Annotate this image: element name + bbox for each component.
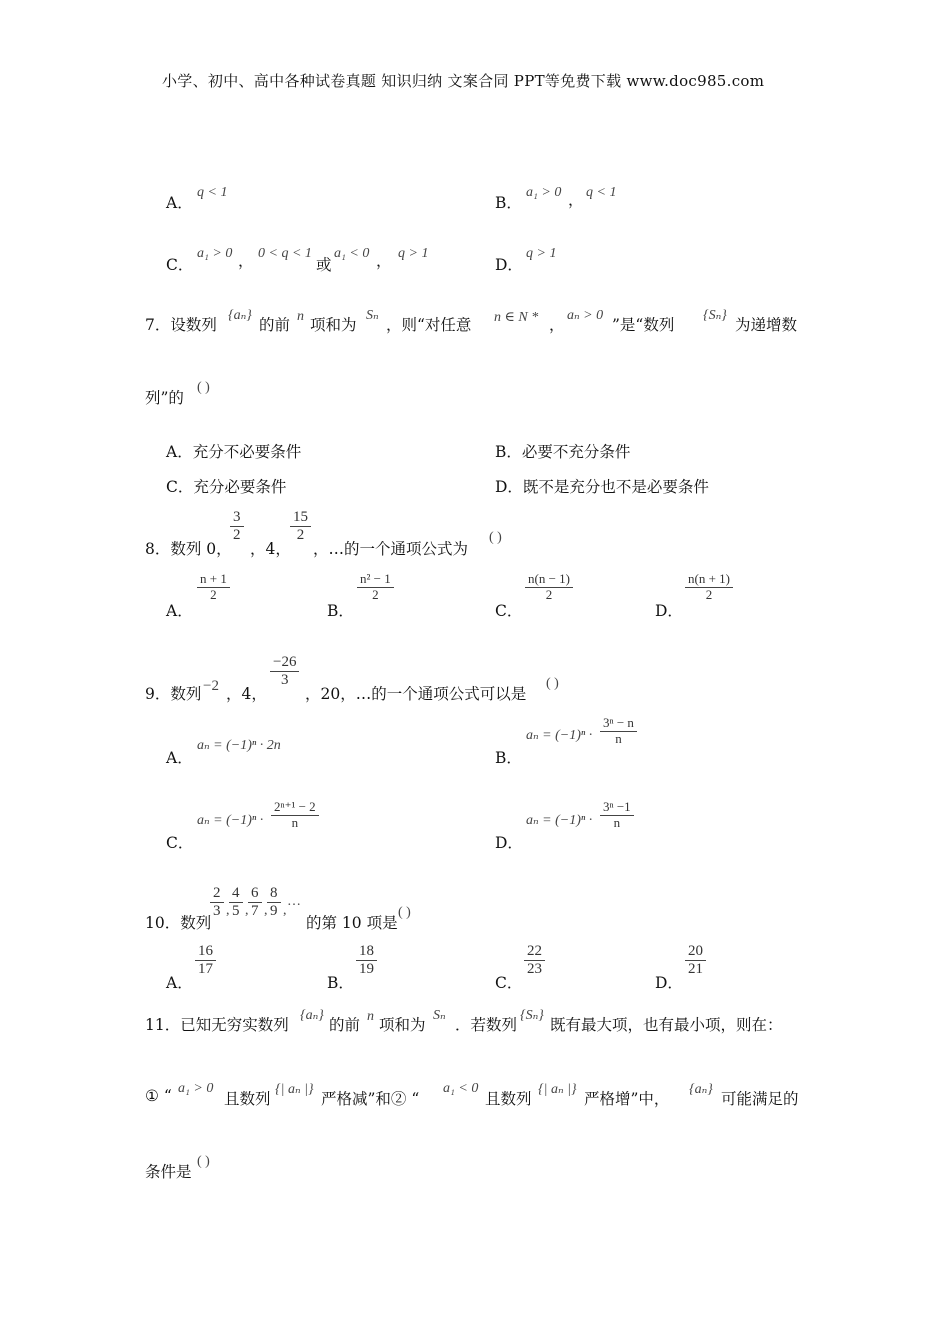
option-a-math: q < 1 — [197, 185, 228, 200]
option-d-math: q > 1 — [526, 246, 557, 261]
q9-option-b-fraction — [600, 716, 637, 747]
numerator: 8 — [270, 885, 278, 901]
denominator: n — [615, 730, 622, 746]
numerator: 15 — [293, 509, 308, 525]
q8-option-a-fraction — [197, 572, 230, 603]
q11-l2-math-5: {aₙ} — [689, 1082, 713, 1097]
numerator: −26 — [273, 654, 297, 670]
q7-text-5: ， — [549, 316, 565, 334]
q9-option-c-label: C． — [166, 834, 194, 852]
q10-option-b-label: B． — [327, 974, 354, 992]
q9-text-3: ，20，…的一个通项公式可以是 — [305, 685, 527, 703]
q11-l2-math-3: a₁ < 0 — [443, 1081, 479, 1096]
denominator: 7 — [251, 903, 259, 920]
q7-text-7: 为递增数 — [735, 316, 798, 334]
q11-l2-text-2: 且数列 — [224, 1090, 271, 1108]
option-c-sep-2: ， — [376, 252, 392, 270]
q10-seq-ellipsis: … — [287, 894, 301, 909]
numerator: 16 — [198, 943, 213, 959]
q8-option-d-fraction — [685, 572, 733, 603]
q11-text-1: 11．已知无穷实数列 — [145, 1016, 289, 1034]
q7-math-2: n — [297, 309, 304, 324]
denominator: n — [613, 814, 621, 830]
q7-answer-paren: ( ) — [197, 380, 210, 395]
denominator: 23 — [527, 961, 542, 978]
q8-text-1: 8．数列 0， — [145, 540, 232, 558]
denominator: n — [291, 814, 299, 830]
q9-option-c-fraction — [271, 800, 319, 831]
option-c-math-1: a₁ > 0 — [197, 246, 233, 261]
q7-line-2: 列”的 — [145, 389, 184, 407]
q8-fraction-1 — [230, 509, 244, 545]
q10-seq-comma: , — [226, 903, 230, 918]
q8-text-3: ，…的一个通项公式为 — [313, 540, 469, 558]
q7-math-4: n ∈ N * — [494, 310, 539, 325]
option-c-math-4: q > 1 — [398, 246, 429, 261]
option-c-label: C． — [166, 256, 194, 274]
q10-text-2: 的第 10 项是 — [306, 914, 398, 932]
denominator: 17 — [198, 961, 213, 978]
option-a-label: A． — [166, 194, 193, 212]
denominator: 21 — [688, 961, 703, 978]
q9-math-1: −2 — [203, 678, 219, 694]
q11-l2-math-1: a₁ > 0 — [178, 1081, 214, 1096]
numerator: 2 — [213, 885, 221, 901]
q10-option-c-label: C． — [495, 974, 523, 992]
q9-option-c-prefix: aₙ = (−1)ⁿ · — [197, 813, 264, 828]
q10-option-a-label: A． — [166, 974, 193, 992]
q11-text-3: 项和为 — [379, 1016, 426, 1034]
denominator: 2 — [296, 527, 305, 544]
numerator: 22 — [527, 943, 542, 959]
q11-math-1: {aₙ} — [300, 1008, 324, 1023]
numerator: n + 1 — [200, 571, 227, 586]
q10-option-a-fraction — [195, 943, 216, 979]
option-c-or: 或 — [316, 256, 332, 274]
numerator: 3ⁿ − n — [603, 715, 634, 730]
option-b-math-2: q < 1 — [586, 185, 617, 200]
q10-option-d-label: D． — [655, 974, 683, 992]
q8-option-b-fraction — [357, 572, 394, 603]
q10-seq-fraction — [210, 885, 224, 921]
q11-l2-text-6: 可能满足的 — [721, 1090, 799, 1108]
q11-text-4: ．若数列 — [455, 1016, 518, 1034]
q11-l2-text-4: 且数列 — [485, 1090, 532, 1108]
q7-text-2: 的前 — [259, 316, 291, 334]
denominator: 2 — [210, 586, 217, 602]
q11-l2-math-2: {| aₙ |} — [275, 1082, 314, 1097]
numerator: 4 — [232, 885, 240, 901]
q11-line-3: 条件是 — [145, 1163, 192, 1181]
q7-option-c: C．充分必要条件 — [166, 478, 287, 496]
option-b-sep: ， — [568, 191, 584, 209]
option-b-label: B． — [495, 194, 522, 212]
denominator: 3 — [213, 903, 221, 920]
numerator: 3 — [233, 509, 241, 525]
q11-answer-paren: ( ) — [197, 1154, 210, 1169]
q9-text-1: 9．数列 — [145, 685, 202, 703]
q8-text-2: ，4， — [250, 540, 291, 558]
q7-option-b: B．必要不充分条件 — [495, 443, 631, 461]
q7-math-6: {Sₙ} — [703, 308, 727, 323]
denominator: 2 — [705, 586, 713, 602]
q7-text-1: 7．设数列 — [145, 316, 217, 334]
q9-answer-paren: ( ) — [546, 676, 559, 691]
q9-text-2: ，4， — [226, 685, 267, 703]
denominator: 19 — [359, 961, 374, 978]
q10-seq-fraction — [229, 885, 243, 921]
q11-text-2: 的前 — [329, 1016, 361, 1034]
q11-math-4: {Sₙ} — [520, 1008, 544, 1023]
q9-option-b-label: B． — [495, 749, 522, 767]
q11-l2-text-5: 严格增”中， — [584, 1090, 670, 1108]
option-c-math-2: 0 < q < 1 — [258, 246, 312, 261]
page-header: 小学、初中、高中各种试卷真题 知识归纳 文案合同 PPT等免费下载 www.doc985.com — [162, 72, 765, 90]
q8-option-d-label: D． — [655, 602, 683, 620]
q10-option-b-fraction — [356, 943, 377, 979]
denominator: 5 — [232, 903, 240, 920]
denominator: 2 — [372, 586, 379, 602]
q11-math-3: Sₙ — [433, 1008, 446, 1023]
numerator: 3ⁿ −1 — [603, 799, 631, 814]
denominator: 3 — [280, 672, 289, 689]
q7-text-3: 项和为 — [310, 316, 357, 334]
numerator: n(n + 1) — [688, 571, 730, 586]
q7-option-a: A．充分不必要条件 — [166, 443, 302, 461]
denominator: 2 — [233, 527, 241, 544]
q9-option-a-math: aₙ = (−1)ⁿ · 2n — [197, 738, 281, 753]
numerator: 2ⁿ⁺¹ − 2 — [274, 799, 316, 814]
q8-option-c-label: C． — [495, 602, 523, 620]
q10-seq-comma: , — [283, 903, 287, 918]
denominator: 2 — [545, 586, 553, 602]
q11-math-2: n — [367, 1009, 374, 1024]
option-c-math-3: a₁ < 0 — [334, 246, 370, 261]
q8-option-b-label: B． — [327, 602, 354, 620]
option-b-math-1: a₁ > 0 — [526, 185, 562, 200]
q10-option-c-fraction — [524, 943, 545, 979]
denominator: 9 — [270, 903, 278, 920]
q11-l2-text-1: ① “ — [145, 1087, 172, 1105]
option-c-sep-1: ， — [238, 252, 254, 270]
q9-option-a-label: A． — [166, 749, 193, 767]
q9-option-d-label: D． — [495, 834, 523, 852]
numerator: 18 — [359, 943, 374, 959]
q10-seq-comma: , — [245, 903, 249, 918]
q10-answer-paren: ( ) — [398, 905, 411, 920]
q10-option-d-fraction — [685, 943, 706, 979]
q7-option-d: D．既不是充分也不是必要条件 — [495, 478, 709, 496]
q7-math-5: aₙ > 0 — [567, 308, 604, 323]
q7-math-3: Sₙ — [366, 308, 379, 323]
q8-fraction-2 — [290, 509, 311, 545]
option-d-label: D． — [495, 256, 523, 274]
q8-option-c-fraction — [525, 572, 573, 603]
q11-l2-math-4: {| aₙ |} — [538, 1082, 577, 1097]
q7-text-4: ，则“对任意 — [386, 316, 472, 334]
q9-option-b-prefix: aₙ = (−1)ⁿ · — [526, 728, 593, 743]
q10-text-1: 10．数列 — [145, 914, 212, 932]
q8-option-a-label: A． — [166, 602, 193, 620]
numerator: n² − 1 — [360, 571, 391, 586]
q9-option-d-prefix: aₙ = (−1)ⁿ · — [526, 813, 593, 828]
q10-seq-fraction — [248, 885, 262, 921]
q11-l2-text-3: 严格减”和② “ — [321, 1090, 420, 1108]
q7-text-6: ”是“数列 — [612, 316, 675, 334]
q11-text-5: 既有最大项，也有最小项，则在： — [550, 1016, 783, 1034]
q8-answer-paren: ( ) — [489, 530, 502, 545]
q10-seq-comma: , — [264, 903, 268, 918]
q7-math-1: {aₙ} — [228, 308, 252, 323]
numerator: 20 — [688, 943, 703, 959]
q9-option-d-fraction — [600, 800, 634, 831]
q9-fraction-1 — [270, 654, 299, 690]
numerator: 6 — [251, 885, 259, 901]
numerator: n(n − 1) — [528, 571, 570, 586]
q10-seq-fraction — [267, 885, 281, 921]
